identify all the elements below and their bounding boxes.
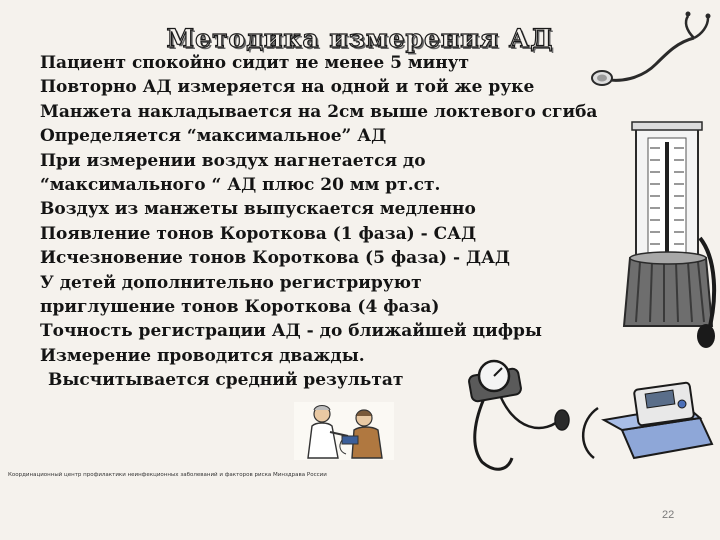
text-line: Пациент спокойно сидит не менее 5 минут (40, 53, 470, 73)
text-line: Высчитывается средний результат (48, 370, 404, 391)
aneroid-sphygmomanometer-icon (452, 350, 574, 476)
stethoscope-icon (590, 8, 718, 90)
page-number: 22 (662, 509, 675, 521)
digital-monitor-icon (574, 372, 720, 468)
text-line: Манжета накладывается на 2см выше локтевого сгиба (40, 101, 598, 122)
text-block (40, 51, 700, 392)
slide-title: Методика измерения АД (166, 24, 554, 53)
text-line: Определяется “максимальное” АД (40, 126, 387, 147)
text-line: Измерение проводится дважды. (40, 345, 365, 366)
text-line: “максимального “ АД плюс 20 мм рт.ст. (40, 174, 441, 195)
mercury-sphygmomanometer-icon (622, 108, 720, 348)
text-line: Точность регистрации АД - до ближайшей цифры (40, 321, 542, 342)
text-line: приглушение тонов Короткова (4 фаза) (40, 296, 440, 317)
text-line: Воздух из манжеты выпускается медленно (40, 199, 476, 220)
text-line: У детей дополнительно регистрируют (40, 272, 422, 293)
text-line: При измерении воздух нагнетается до (40, 150, 426, 171)
footer-note: Координационный центр профилактики неинфекционных заболеваний и факторов риска Минздрава России (8, 472, 327, 478)
doctor-patient-icon (292, 400, 396, 462)
text-line: Повторно АД измеряется на одной и той же руке (40, 77, 535, 98)
text-line: Появление тонов Короткова (1 фаза) - САД (40, 223, 477, 244)
text-line: Исчезновение тонов Короткова (5 фаза) - ДАД (40, 248, 511, 269)
